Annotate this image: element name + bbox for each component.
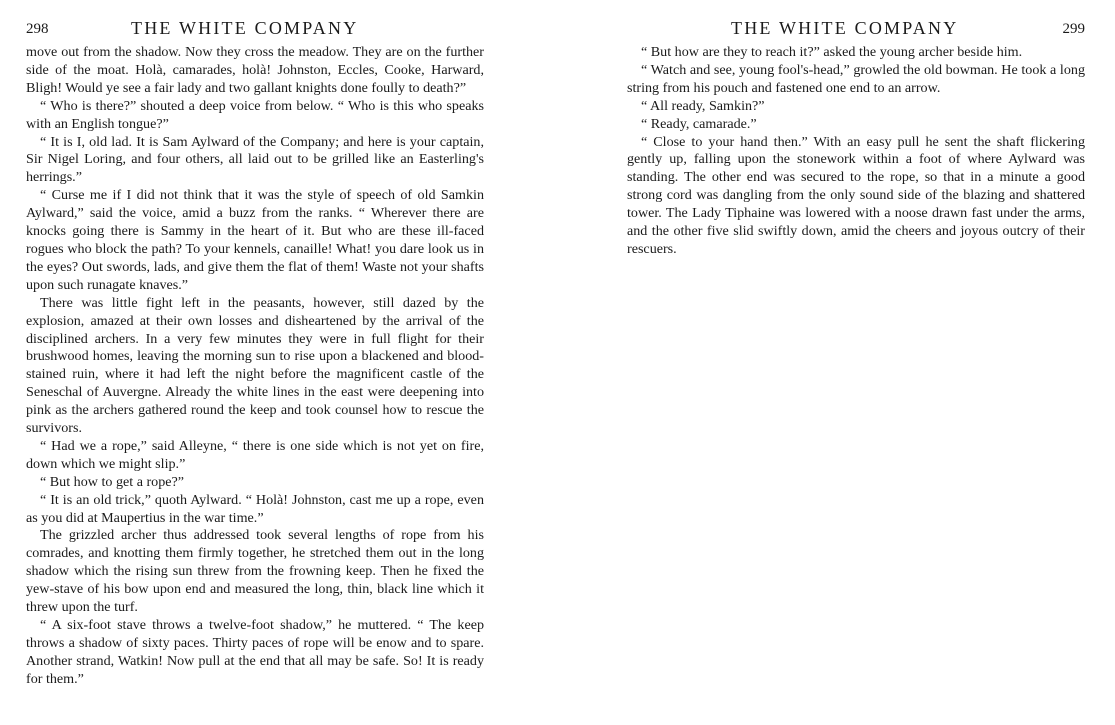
- paragraph: “ It is an old trick,” quoth Aylward. “ Holà! Johnston, cast me up a rope, even as you did at Maupertius in the war time.”: [26, 491, 484, 526]
- right-page-number: 299: [1062, 21, 1085, 37]
- paragraph: “ Had we a rope,” said Alleyne, “ there is one side which is not yet on fire, down which we might slip.”: [26, 437, 484, 472]
- paragraph: “ Watch and see, young fool's-head,” growled the old bowman. He took a long string from his pouch and fastened one end to an arrow.: [627, 61, 1085, 96]
- left-running-title: THE WHITE COMPANY: [131, 18, 359, 38]
- right-running-title: THE WHITE COMPANY: [731, 18, 959, 38]
- right-page: [627, 0, 1085, 725]
- left-page-header: [26, 18, 484, 42]
- right-page-header: [627, 18, 1085, 42]
- paragraph: “ A six-foot stave throws a twelve-foot shadow,” he muttered. “ The keep throws a shadow of sixty paces. Thirty paces of rope will be enow and to spare. Another strand, Watkin! Now pull at the end that all may be safe. So! It is ready for them.”: [26, 617, 484, 687]
- left-page-text: [26, 44, 484, 689]
- paragraph: “ But how are they to reach it?” asked the young archer beside him.: [641, 44, 1023, 60]
- paragraph: There was little fight left in the peasants, however, still dazed by the explosion, amazed at their own losses and disheartened by the arrival of the disciplined archers. In a very few minutes they were in full flight for their brushwood homes, leaving the morning sun to rise upon a blackened and blood-stained ruin, where it had left the night before the magnificent castle of the Seneschal of Auvergne. Already the white lines in the east were deepening into pink as the archers gathered round the keep and took counsel how to rescue the survivors.: [26, 294, 484, 437]
- paragraph: “ All ready, Samkin?”: [641, 97, 765, 114]
- paragraph: “ It is I, old lad. It is Sam Aylward of the Company; and here is your captain, Sir Nigel Loring, and four others, all laid out to be grilled like an Easterling's herrings.”: [26, 133, 484, 186]
- right-page-text: [627, 44, 1085, 259]
- left-page: [26, 0, 484, 725]
- paragraph: “ Close to your hand then.” With an easy pull he sent the shaft flickering gently up, falling upon the stonework within a foot of where Aylward was standing. The other end was secured to the rope, so that in a minute a good strong cord was dangling from the only sound side of the blazing and shattered tower. The Lady Tiphaine was lowered with a noose drawn fast under the arms, and the other five slid swiftly down, amid the cheers and joyous outcry of their rescuers.: [627, 133, 1085, 257]
- paragraph: “ Curse me if I did not think that it was the style of speech of old Samkin Aylward,” said the voice, amid a buzz from the ranks. “ Wherever there are knocks going there is Sammy in the heart of it. But who are these ill-faced rogues who block the path? To your kennels, canaille! What! you dare look us in the eyes? Out swords, lads, and give them the flat of them! Waste not your shafts upon such runagate knaves.”: [26, 187, 484, 293]
- paragraph: “ Ready, camarade.”: [641, 115, 757, 132]
- paragraph: “ Who is there?” shouted a deep voice from below. “ Who is this who speaks with an English tongue?”: [26, 97, 484, 132]
- paragraph: The grizzled archer thus addressed took several lengths of rope from his comrades, and knotting them firmly together, he stretched them out in the long shadow which the rising sun threw from the frowning keep. Then he fixed the yew-stave of his bow upon end and measured the long, thin, black line which it threw upon the turf.: [26, 527, 484, 616]
- left-page-number: 298: [26, 21, 49, 37]
- paragraph: move out from the shadow. Now they cross the meadow. They are on the further side of the moat. Holà, camarades, holà! Johnston, Eccles, Cooke, Harward, Bligh! Would ye see a fair lady and two gallant knights done foully to death?”: [26, 44, 484, 96]
- paragraph: “ But how to get a rope?”: [40, 473, 185, 490]
